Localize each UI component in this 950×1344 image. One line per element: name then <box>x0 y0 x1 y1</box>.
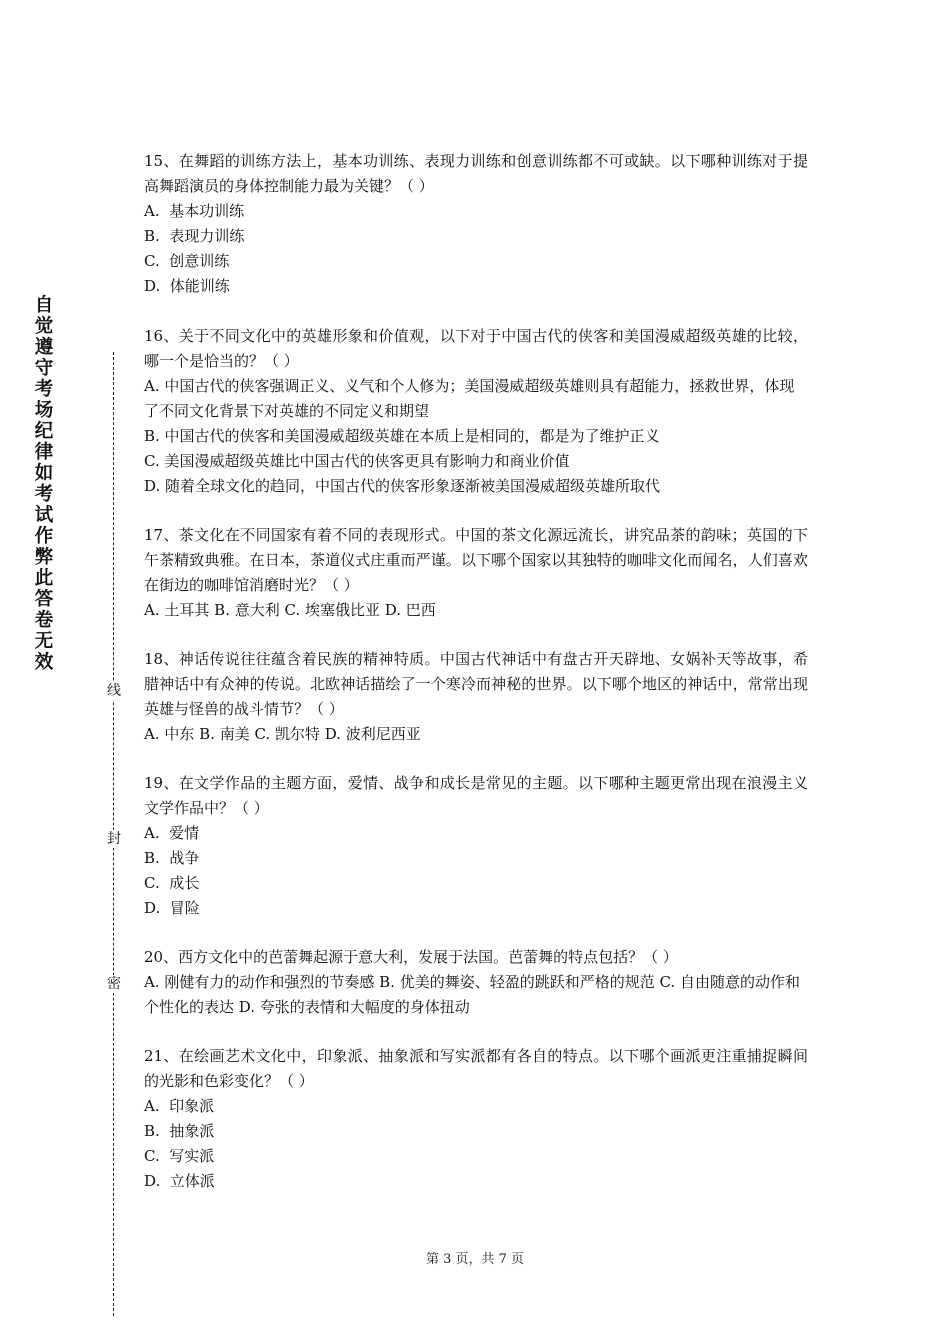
question-stem: 16、关于不同文化中的英雄形象和价值观，以下对于中国古代的侠客和美国漫威超级英雄的比较，哪一个是恰当的？（ ） <box>144 327 808 370</box>
option-a: A. 印象派 <box>144 1097 215 1115</box>
question-list <box>144 149 808 1194</box>
question-stem: 17、茶文化在不同国家有着不同的表现形式。中国的茶文化源远流长，讲究品茶的韵味；英国的下午茶精致典雅。在日本，茶道仪式庄重而严谨。以下哪个国家以其独特的咖啡文化而闻名，人们喜欢在街边的咖啡馆消磨时光？（ ） <box>144 526 808 594</box>
question-20 <box>144 945 808 1020</box>
option-c: C. 创意训练 <box>144 252 230 270</box>
question-stem: 19、在文学作品的主题方面，爱情、战争和成长是常见的主题。以下哪种主题更常出现在浪漫主义文学作品中？（ ） <box>144 774 808 817</box>
option-d: D. 随着全球文化的趋同，中国古代的侠客形象逐渐被美国漫威超级英雄所取代 <box>144 477 661 495</box>
inline-options: A. 土耳其 B. 意大利 C. 埃塞俄比亚 D. 巴西 <box>144 601 436 619</box>
exam-rules-banner: 自觉遵守考场纪律如考试作弊此答卷无效 <box>34 295 54 673</box>
question-stem: 15、在舞蹈的训练方法上，基本功训练、表现力训练和创意训练都不可或缺。以下哪种训练对于提高舞蹈演员的身体控制能力最为关键？（ ） <box>144 152 808 195</box>
question-19 <box>144 771 808 921</box>
option-b: B. 战争 <box>144 849 200 867</box>
option-d: D. 立体派 <box>144 1172 215 1190</box>
binding-mark-secret: 密 <box>104 975 124 993</box>
inline-options: A. 中东 B. 南美 C. 凯尔特 D. 波利尼西亚 <box>144 725 421 743</box>
option-b: B. 中国古代的侠客和美国漫威超级英雄在本质上是相同的，都是为了维护正义 <box>144 427 660 445</box>
option-d: D. 体能训练 <box>144 277 230 295</box>
option-b: B. 抽象派 <box>144 1122 215 1140</box>
question-stem: 18、神话传说往往蕴含着民族的精神特质。中国古代神话中有盘古开天辟地、女娲补天等故事，希腊神话中有众神的传说。北欧神话描绘了一个寒冷而神秘的世界。以下哪个地区的神话中，常常出现英雄与怪兽的战斗情节？（ ） <box>144 650 808 718</box>
question-stem: 20、西方文化中的芭蕾舞起源于意大利，发展于法国。芭蕾舞的特点包括？（ ） <box>144 948 678 966</box>
question-18 <box>144 647 808 747</box>
question-21 <box>144 1044 808 1194</box>
question-16 <box>144 324 808 499</box>
question-15 <box>144 149 808 299</box>
option-a: A. 爱情 <box>144 824 200 842</box>
inline-options: A. 刚健有力的动作和强烈的节奏感 B. 优美的舞姿、轻盈的跳跃和严格的规范 C. 自由随意的动作和个性化的表达 D. 夸张的表情和大幅度的身体扭动 <box>144 973 800 1016</box>
option-c: C. 写实派 <box>144 1147 215 1165</box>
option-b: B. 表现力训练 <box>144 227 245 245</box>
option-a: A. 基本功训练 <box>144 202 245 220</box>
page-footer: 第 3 页，共 7 页 <box>425 1252 525 1267</box>
binding-mark-line: 线 <box>104 682 124 700</box>
question-17 <box>144 523 808 623</box>
question-stem: 21、在绘画艺术文化中，印象派、抽象派和写实派都有各自的特点。以下哪个画派更注重捕捉瞬间的光影和色彩变化？（ ） <box>144 1047 808 1090</box>
binding-mark-seal: 封 <box>104 830 124 848</box>
option-a: A. 中国古代的侠客强调正义、义气和个人修为；美国漫威超级英雄则具有超能力，拯救世界，体现了不同文化背景下对英雄的不同定义和期望 <box>144 377 795 420</box>
option-c: C. 美国漫威超级英雄比中国古代的侠客更具有影响力和商业价值 <box>144 452 570 470</box>
option-c: C. 成长 <box>144 874 200 892</box>
option-d: D. 冒险 <box>144 899 200 917</box>
